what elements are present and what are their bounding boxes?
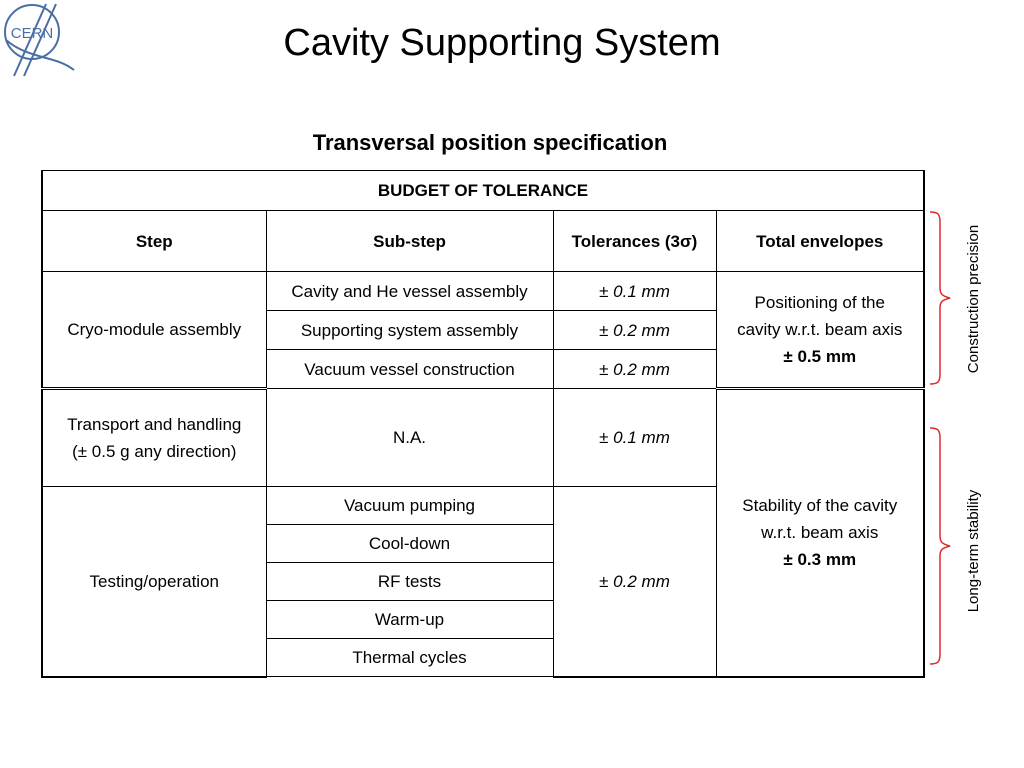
envelope-stability-value: ± 0.3 mm — [783, 550, 857, 570]
table-header-row — [42, 211, 924, 272]
budget-table — [41, 170, 925, 678]
step-cryo: Cryo-module assembly — [42, 272, 266, 389]
tolerance-cell: ± 0.1 mm — [553, 272, 716, 311]
table-title: BUDGET OF TOLERANCE — [42, 171, 924, 211]
tolerance-cell: ± 0.2 mm — [553, 311, 716, 350]
tolerance-cell: ± 0.1 mm — [553, 389, 716, 487]
step-testing: Testing/operation — [42, 487, 266, 677]
construction-precision-label: Construction precision — [965, 224, 982, 374]
step-transport-line2: (± 0.5 g any direction) — [72, 442, 237, 461]
header-tolerances: Tolerances (3σ) — [553, 211, 716, 272]
envelope-positioning — [716, 272, 924, 389]
construction-bracket — [926, 208, 960, 388]
envelope-positioning-line1: Positioning of the — [754, 293, 885, 312]
page-subtitle: Transversal position specification — [312, 130, 668, 155]
sub-step-cell: Cool-down — [266, 525, 553, 563]
envelope-positioning-value: ± 0.5 mm — [783, 347, 857, 366]
tolerance-testing: ± 0.2 mm — [553, 487, 716, 677]
envelope-stability — [716, 389, 924, 677]
step-transport — [42, 389, 266, 487]
table-row — [42, 389, 924, 487]
sub-step-cell: RF tests — [266, 563, 553, 601]
table-title-row — [42, 171, 924, 211]
step-transport-line1: Transport and handling — [67, 415, 242, 434]
sub-step-cell: Vacuum vessel construction — [266, 350, 553, 389]
table-row — [42, 272, 924, 311]
tolerance-cell: ± 0.2 mm — [553, 350, 716, 389]
stability-bracket — [926, 424, 960, 668]
page-title: Cavity Supporting System — [283, 22, 721, 64]
header-step: Step — [42, 211, 266, 272]
sub-step-cell: Supporting system assembly — [266, 311, 553, 350]
sub-step-cell: Vacuum pumping — [266, 487, 553, 525]
envelope-stability-line1: Stability of the cavity — [742, 496, 898, 516]
sub-step-cell: Cavity and He vessel assembly — [266, 272, 553, 311]
sub-step-cell: N.A. — [266, 389, 553, 487]
header-total-envelopes: Total envelopes — [716, 211, 924, 272]
envelope-positioning-line2: cavity w.r.t. beam axis — [737, 320, 903, 339]
sub-step-cell: Warm-up — [266, 601, 553, 639]
sub-step-cell: Thermal cycles — [266, 639, 553, 677]
long-term-stability-label: Long-term stability — [965, 489, 982, 613]
envelope-stability-line2: w.r.t. beam axis — [761, 523, 879, 543]
header-sub-step: Sub-step — [266, 211, 553, 272]
cern-logo-text: CERN — [10, 25, 54, 42]
